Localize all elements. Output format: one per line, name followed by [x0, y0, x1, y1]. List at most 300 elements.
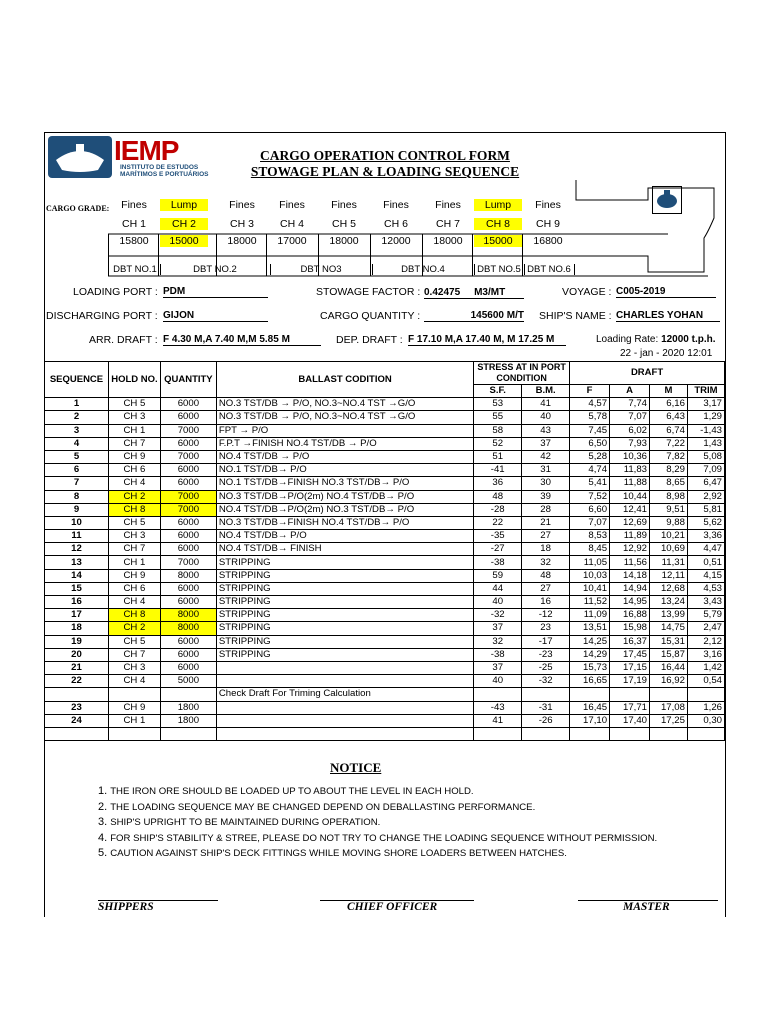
- cell-qty: 6000: [160, 437, 216, 450]
- cell-sf: -28: [474, 503, 522, 516]
- cell-sf: 44: [474, 582, 522, 595]
- hold-divider: [108, 234, 109, 276]
- voyage-label: VOYAGE :: [562, 286, 612, 298]
- cell-ballast: NO.3 TST/DB → P/O, NO.3~NO.4 TST →G/O: [216, 398, 473, 411]
- hold-quantity: 17000: [277, 235, 307, 247]
- cell-trim: 6,47: [687, 477, 724, 490]
- cell-qty: 7000: [160, 556, 216, 569]
- cell-hold: CH 4: [108, 596, 160, 609]
- cell-seq: 23: [45, 701, 109, 714]
- ship-logo-icon: [48, 136, 112, 178]
- cell-f: [570, 727, 610, 740]
- cell-qty: 5000: [160, 675, 216, 688]
- cell-seq: 8: [45, 490, 109, 503]
- cell-ballast: STRIPPING: [216, 635, 473, 648]
- notice-title: NOTICE: [330, 760, 382, 775]
- cell-qty: 6000: [160, 464, 216, 477]
- notice-item: 4. FOR SHIP'S STABILITY & STREE, PLEASE DO NOT TRY TO CHANGE THE LOADING SEQUENCE WITHOUT PERMISSION.: [98, 831, 658, 844]
- cell-bm: 48: [522, 569, 570, 582]
- cell-bm: 42: [522, 450, 570, 463]
- cell-f: 6,50: [570, 437, 610, 450]
- cell-trim: 3,36: [687, 530, 724, 543]
- table-row: [45, 582, 725, 595]
- cell-qty: 8000: [160, 609, 216, 622]
- cell-f: 16,45: [570, 701, 610, 714]
- cell-hold: CH 9: [108, 450, 160, 463]
- cell-trim: 4,53: [687, 582, 724, 595]
- cell-hold: CH 6: [108, 464, 160, 477]
- cell-m: 15,87: [650, 648, 688, 661]
- col-sequence: SEQUENCE: [45, 362, 109, 398]
- cell-m: 12,11: [650, 569, 688, 582]
- cell-f: 5,41: [570, 477, 610, 490]
- col-bm: B.M.: [522, 385, 570, 398]
- col-m: M: [650, 385, 688, 398]
- cell-trim: 0,30: [687, 714, 724, 727]
- cell-hold: CH 7: [108, 648, 160, 661]
- cell-seq: 13: [45, 556, 109, 569]
- loading-port-label: LOADING PORT :: [73, 286, 158, 298]
- arr-draft-value: F 4.30 M,A 7.40 M,M 5.85 M: [163, 334, 321, 346]
- table-row: [45, 675, 725, 688]
- table-row: [45, 411, 725, 424]
- cell-m: 11,31: [650, 556, 688, 569]
- cell-m: 15,31: [650, 635, 688, 648]
- cell-trim: 3,16: [687, 648, 724, 661]
- cell-sf: 22: [474, 516, 522, 529]
- table-row: [45, 609, 725, 622]
- cell-hold: CH 3: [108, 411, 160, 424]
- date-time: 22 - jan - 2020 12:01: [620, 348, 713, 359]
- cell-seq: 16: [45, 596, 109, 609]
- cell-hold: CH 5: [108, 635, 160, 648]
- cell-trim: 2,12: [687, 635, 724, 648]
- discharging-port-label: DISCHARGING PORT :: [46, 310, 158, 322]
- stowage-factor-label: STOWAGE FACTOR :: [316, 286, 421, 298]
- cell-seq: 15: [45, 582, 109, 595]
- cell-a: 14,18: [610, 569, 650, 582]
- cell-f: 10,41: [570, 582, 610, 595]
- cell-seq: 9: [45, 503, 109, 516]
- cell-qty: [160, 727, 216, 740]
- cell-m: [650, 688, 688, 701]
- cell-qty: 6000: [160, 635, 216, 648]
- cell-hold: [108, 688, 160, 701]
- table-row: [45, 596, 725, 609]
- cell-sf: -38: [474, 648, 522, 661]
- chief-officer-signature-label: CHIEF OFFICER: [347, 901, 438, 913]
- cell-hold: CH 1: [108, 424, 160, 437]
- notice-item: 1. THE IRON ORE SHOULD BE LOADED UP TO ABOUT THE LEVEL IN EACH HOLD.: [98, 785, 474, 797]
- cell-ballast: [216, 714, 473, 727]
- cell-ballast: [216, 661, 473, 674]
- cell-a: 16,88: [610, 609, 650, 622]
- cell-f: 10,03: [570, 569, 610, 582]
- cell-bm: [522, 727, 570, 740]
- cell-sf: 59: [474, 569, 522, 582]
- cell-m: [650, 727, 688, 740]
- table-row: [45, 464, 725, 477]
- cell-trim: 0,51: [687, 556, 724, 569]
- cell-ballast: NO.4 TST/DB→ FINISH: [216, 543, 473, 556]
- hold-grade: Fines: [435, 199, 461, 211]
- cell-bm: 41: [522, 398, 570, 411]
- notice-item: 3. SHIP'S UPRIGHT TO BE MAINTAINED DURING OPERATION.: [98, 816, 381, 828]
- cell-a: 10,36: [610, 450, 650, 463]
- cell-f: 5,78: [570, 411, 610, 424]
- table-row: [45, 714, 725, 727]
- ship-name-value: CHARLES YOHAN: [616, 310, 720, 322]
- cargo-quantity-value: 145600 M/T: [424, 310, 524, 322]
- col-stress: STRESS AT IN PORT CONDITION: [474, 362, 570, 385]
- table-row: [45, 477, 725, 490]
- cell-trim: 1,42: [687, 661, 724, 674]
- cell-bm: 32: [522, 556, 570, 569]
- cell-seq: [45, 727, 109, 740]
- cell-hold: CH 1: [108, 714, 160, 727]
- cell-qty: 8000: [160, 569, 216, 582]
- cell-bm: -31: [522, 701, 570, 714]
- cell-ballast: STRIPPING: [216, 609, 473, 622]
- cell-m: 9,51: [650, 503, 688, 516]
- cell-m: 7,82: [650, 450, 688, 463]
- table-row: [45, 516, 725, 529]
- cell-sf: [474, 688, 522, 701]
- cell-a: 11,83: [610, 464, 650, 477]
- hold-quantity: 15800: [119, 235, 149, 247]
- cell-hold: CH 2: [108, 490, 160, 503]
- cell-trim: 4,47: [687, 543, 724, 556]
- hold-name: CH 1: [122, 218, 146, 230]
- cell-f: 14,25: [570, 635, 610, 648]
- cell-bm: 27: [522, 582, 570, 595]
- cell-qty: 6000: [160, 543, 216, 556]
- hold-name: CH 3: [230, 218, 254, 230]
- form-subtitle: STOWAGE PLAN & LOADING SEQUENCE: [250, 164, 520, 179]
- hold-name: CH 4: [280, 218, 304, 230]
- cell-bm: 43: [522, 424, 570, 437]
- cell-trim: 5,08: [687, 450, 724, 463]
- cell-seq: 17: [45, 609, 109, 622]
- cell-f: 11,09: [570, 609, 610, 622]
- cell-f: 7,45: [570, 424, 610, 437]
- cell-hold: CH 2: [108, 622, 160, 635]
- cell-m: 8,29: [650, 464, 688, 477]
- cell-a: 11,88: [610, 477, 650, 490]
- cell-bm: -23: [522, 648, 570, 661]
- cell-a: [610, 727, 650, 740]
- table-row: [45, 648, 725, 661]
- ship-emblem-icon: [652, 186, 682, 214]
- cell-ballast: STRIPPING: [216, 556, 473, 569]
- cell-sf: 55: [474, 411, 522, 424]
- table-row: [45, 543, 725, 556]
- table-row: [45, 688, 725, 701]
- cell-a: 17,15: [610, 661, 650, 674]
- cell-f: [570, 688, 610, 701]
- col-draft: DRAFT: [570, 362, 725, 385]
- cell-ballast: [216, 675, 473, 688]
- dep-draft-label: DEP. DRAFT :: [336, 334, 403, 346]
- cell-bm: 28: [522, 503, 570, 516]
- cell-sf: 40: [474, 596, 522, 609]
- dbt-cell: DBT NO.4: [372, 264, 475, 275]
- cell-seq: 20: [45, 648, 109, 661]
- cell-hold: CH 5: [108, 398, 160, 411]
- cell-a: 12,92: [610, 543, 650, 556]
- cell-hold: CH 9: [108, 569, 160, 582]
- cell-seq: 4: [45, 437, 109, 450]
- cell-trim: 7,09: [687, 464, 724, 477]
- discharging-port-value: GIJON: [163, 310, 268, 322]
- cell-sf: 32: [474, 635, 522, 648]
- cell-seq: 19: [45, 635, 109, 648]
- cell-trim: 3,17: [687, 398, 724, 411]
- table-row: [45, 530, 725, 543]
- cell-trim: 5,81: [687, 503, 724, 516]
- cell-seq: 11: [45, 530, 109, 543]
- hold-quantity: 16800: [533, 235, 563, 247]
- cell-sf: -32: [474, 609, 522, 622]
- dbt-cell: DBT NO.5: [474, 264, 525, 275]
- cell-a: 6,02: [610, 424, 650, 437]
- cell-a: 14,94: [610, 582, 650, 595]
- cell-seq: 5: [45, 450, 109, 463]
- hold-grade: Fines: [535, 199, 561, 211]
- table-row: [45, 727, 725, 740]
- cell-sf: 52: [474, 437, 522, 450]
- cell-seq: 21: [45, 661, 109, 674]
- cell-qty: [160, 688, 216, 701]
- cell-a: [610, 688, 650, 701]
- table-row: [45, 622, 725, 635]
- hold-name: CH 6: [384, 218, 408, 230]
- col-sf: S.F.: [474, 385, 522, 398]
- cell-f: 8,45: [570, 543, 610, 556]
- cell-sf: 37: [474, 661, 522, 674]
- cell-seq: [45, 688, 109, 701]
- cell-seq: 3: [45, 424, 109, 437]
- col-hold: HOLD NO.: [108, 362, 160, 398]
- cell-m: 10,21: [650, 530, 688, 543]
- cell-m: 8,65: [650, 477, 688, 490]
- cell-f: 16,65: [570, 675, 610, 688]
- cell-m: 16,92: [650, 675, 688, 688]
- cell-seq: 14: [45, 569, 109, 582]
- cell-ballast: NO.3 TST/DB→FINISH NO.4 TST/DB→ P/O: [216, 516, 473, 529]
- cell-f: 15,73: [570, 661, 610, 674]
- hold-grade: Lump: [474, 199, 522, 211]
- cell-qty: 8000: [160, 622, 216, 635]
- cell-trim: 1,43: [687, 437, 724, 450]
- table-row: [45, 450, 725, 463]
- cell-a: 7,93: [610, 437, 650, 450]
- cell-a: 11,89: [610, 530, 650, 543]
- cell-qty: 6000: [160, 582, 216, 595]
- dbt-cell: DBT NO.1: [110, 264, 161, 275]
- dbt-cell: DBT NO.2: [160, 264, 271, 275]
- cell-m: 17,08: [650, 701, 688, 714]
- cell-ballast: F.P.T →FINISH NO.4 TST/DB → P/O: [216, 437, 473, 450]
- logo-subtitle: INSTITUTO DE ESTUDOS MARÍTIMOS E PORTUÁRIOS: [120, 164, 209, 178]
- shippers-signature-label: SHIPPERS: [98, 901, 154, 913]
- cell-a: 17,19: [610, 675, 650, 688]
- cell-sf: -41: [474, 464, 522, 477]
- col-a: A: [610, 385, 650, 398]
- cell-a: 14,95: [610, 596, 650, 609]
- cell-seq: 7: [45, 477, 109, 490]
- cell-trim: -1,43: [687, 424, 724, 437]
- cell-bm: -32: [522, 675, 570, 688]
- table-row: [45, 503, 725, 516]
- dbt-cell: DBT NO3: [270, 264, 373, 275]
- cell-bm: [522, 688, 570, 701]
- cell-hold: CH 8: [108, 609, 160, 622]
- cell-a: 17,40: [610, 714, 650, 727]
- cell-m: 9,88: [650, 516, 688, 529]
- cell-sf: 53: [474, 398, 522, 411]
- cell-bm: -25: [522, 661, 570, 674]
- cell-hold: CH 4: [108, 675, 160, 688]
- cell-seq: 2: [45, 411, 109, 424]
- cell-ballast: NO.3 TST/DB → P/O, NO.3~NO.4 TST →G/O: [216, 411, 473, 424]
- cell-f: 17,10: [570, 714, 610, 727]
- cell-bm: 31: [522, 464, 570, 477]
- cell-f: 4,57: [570, 398, 610, 411]
- col-ballast: BALLAST CODITION: [216, 362, 473, 398]
- cell-bm: 23: [522, 622, 570, 635]
- hold-grade: Fines: [383, 199, 409, 211]
- loading-sequence-table: [44, 361, 725, 741]
- cell-seq: 18: [45, 622, 109, 635]
- cell-hold: CH 7: [108, 437, 160, 450]
- cell-qty: 6000: [160, 477, 216, 490]
- cell-f: 4,74: [570, 464, 610, 477]
- cell-trim: [687, 727, 724, 740]
- cell-ballast: [216, 701, 473, 714]
- cell-ballast: NO.4 TST/DB → P/O: [216, 450, 473, 463]
- hold-name: CH 7: [436, 218, 460, 230]
- cell-a: 17,45: [610, 648, 650, 661]
- col-trim: TRIM: [687, 385, 724, 398]
- hold-grade: Fines: [229, 199, 255, 211]
- notice-item: 5. CAUTION AGAINST SHIP'S DECK FITTINGS WHILE MOVING SHORE LOADERS BETWEEN HATCHES.: [98, 847, 567, 859]
- cell-ballast: NO.1 TST/DB→FINISH NO.3 TST/DB→ P/O: [216, 477, 473, 490]
- cell-m: 7,22: [650, 437, 688, 450]
- cell-ballast: [216, 727, 473, 740]
- cell-hold: CH 4: [108, 477, 160, 490]
- cell-a: 12,69: [610, 516, 650, 529]
- cell-a: 17,71: [610, 701, 650, 714]
- cell-qty: 6000: [160, 398, 216, 411]
- cell-bm: 40: [522, 411, 570, 424]
- cell-qty: 6000: [160, 411, 216, 424]
- table-row: [45, 490, 725, 503]
- ship-name-label: SHIP'S NAME :: [539, 310, 612, 322]
- cell-hold: CH 3: [108, 530, 160, 543]
- cell-ballast: STRIPPING: [216, 648, 473, 661]
- cell-bm: 18: [522, 543, 570, 556]
- hold-grade: Fines: [331, 199, 357, 211]
- cell-trim: 4,15: [687, 569, 724, 582]
- cell-trim: 5,62: [687, 516, 724, 529]
- cell-trim: 2,92: [687, 490, 724, 503]
- cell-bm: 37: [522, 437, 570, 450]
- cell-m: 13,99: [650, 609, 688, 622]
- cell-f: 6,60: [570, 503, 610, 516]
- cell-f: 14,29: [570, 648, 610, 661]
- cell-sf: -43: [474, 701, 522, 714]
- voyage-value: C005-2019: [616, 286, 716, 298]
- cell-m: 6,74: [650, 424, 688, 437]
- cell-seq: 24: [45, 714, 109, 727]
- cell-bm: 39: [522, 490, 570, 503]
- cell-a: 12,41: [610, 503, 650, 516]
- cell-a: 15,98: [610, 622, 650, 635]
- cell-bm: 21: [522, 516, 570, 529]
- table-row: [45, 661, 725, 674]
- cell-sf: 37: [474, 622, 522, 635]
- hold-quantity: 12000: [381, 235, 411, 247]
- cell-seq: 22: [45, 675, 109, 688]
- cell-a: 7,07: [610, 411, 650, 424]
- cell-ballast: NO.4 TST/DB→P/O(2m) NO.3 TST/DB→ P/O: [216, 503, 473, 516]
- cell-hold: CH 3: [108, 661, 160, 674]
- loading-port-value: PDM: [163, 286, 268, 298]
- cell-qty: 7000: [160, 490, 216, 503]
- cell-f: 8,53: [570, 530, 610, 543]
- hold-quantity: 18000: [227, 235, 257, 247]
- cell-trim: 1,29: [687, 411, 724, 424]
- hold-name: CH 5: [332, 218, 356, 230]
- hold-quantity: 15000: [474, 235, 522, 247]
- cell-m: 6,43: [650, 411, 688, 424]
- table-row: [45, 701, 725, 714]
- cargo-grade-label: CARGO GRADE:: [46, 204, 110, 213]
- cell-m: 14,75: [650, 622, 688, 635]
- cell-bm: -26: [522, 714, 570, 727]
- cell-seq: 12: [45, 543, 109, 556]
- master-signature-label: MASTER: [623, 901, 670, 913]
- cell-sf: -27: [474, 543, 522, 556]
- cell-qty: 7000: [160, 424, 216, 437]
- cell-trim: 3,43: [687, 596, 724, 609]
- cell-trim: 1,26: [687, 701, 724, 714]
- stowage-factor-value: 0.42475 M3/MT: [424, 287, 524, 299]
- cell-m: 17,25: [650, 714, 688, 727]
- cell-qty: 6000: [160, 530, 216, 543]
- col-f: F: [570, 385, 610, 398]
- cell-a: 11,56: [610, 556, 650, 569]
- cell-qty: 6000: [160, 516, 216, 529]
- cell-trim: 5,79: [687, 609, 724, 622]
- cell-qty: 6000: [160, 648, 216, 661]
- cell-qty: 7000: [160, 503, 216, 516]
- table-row: [45, 569, 725, 582]
- cell-m: 12,68: [650, 582, 688, 595]
- table-row: [45, 398, 725, 411]
- cell-sf: [474, 727, 522, 740]
- cell-f: 11,05: [570, 556, 610, 569]
- cell-a: 16,37: [610, 635, 650, 648]
- cell-ballast: Check Draft For Triming Calculation: [216, 688, 473, 701]
- cell-seq: 1: [45, 398, 109, 411]
- cell-trim: 2,47: [687, 622, 724, 635]
- cell-f: 11,52: [570, 596, 610, 609]
- cell-qty: 7000: [160, 450, 216, 463]
- col-quantity: QUANTITY: [160, 362, 216, 398]
- cell-m: 16,44: [650, 661, 688, 674]
